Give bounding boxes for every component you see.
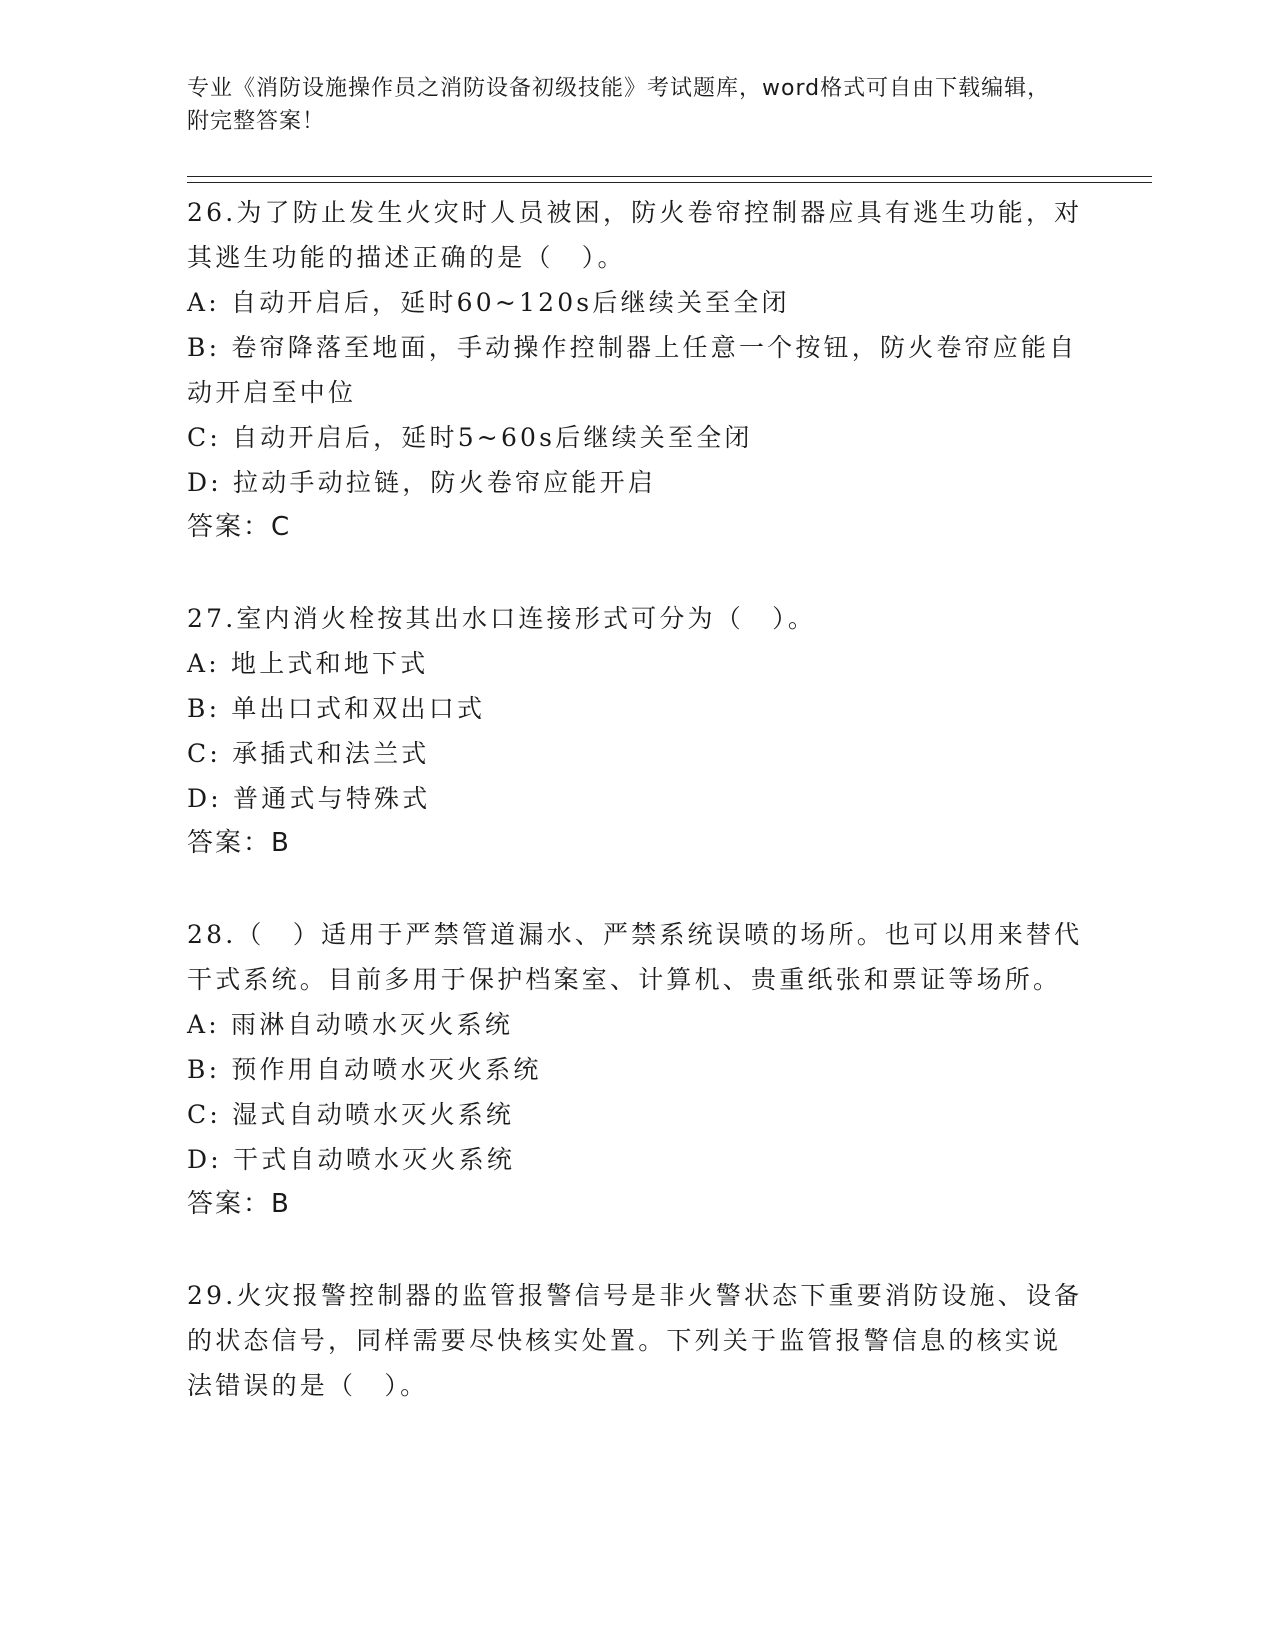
option-b: B: 卷帘降落至地面，手动操作控制器上任意一个按钮，防火卷帘应能自动开启至中位 xyxy=(187,333,1078,407)
option-a: A: 雨淋自动喷水灭火系统 xyxy=(187,1010,514,1039)
header-divider-bottom xyxy=(187,182,1152,183)
answer-line: 答案：B xyxy=(187,1189,291,1219)
question-28 xyxy=(187,912,1087,1227)
question-list xyxy=(187,190,1087,1408)
question-stem: 26.为了防止发生火灾时人员被困，防火卷帘控制器应具有逃生功能，对其逃生功能的描述正确的是（ ）。 xyxy=(187,198,1083,272)
spacer xyxy=(187,1227,1087,1273)
question-stem: 28.（ ）适用于严禁管道漏水、严禁系统误喷的场所。也可以用来替代干式系统。目前多用于保护档案室、计算机、贵重纸张和票证等场所。 xyxy=(187,920,1083,994)
option-a: A: 自动开启后，延时60~120s后继续关至全闭 xyxy=(187,288,790,317)
answer-line: 答案：B xyxy=(187,828,291,858)
question-26 xyxy=(187,190,1087,550)
option-d: D: 普通式与特殊式 xyxy=(187,784,431,813)
option-c: C: 承插式和法兰式 xyxy=(187,739,430,768)
spacer xyxy=(187,866,1087,912)
option-c: C: 自动开启后，延时5~60s后继续关至全闭 xyxy=(187,423,753,452)
answer-line: 答案：C xyxy=(187,512,292,542)
option-a: A: 地上式和地下式 xyxy=(187,649,429,678)
question-stem: 29.火灾报警控制器的监管报警信号是非火警状态下重要消防设施、设备的状态信号，同样需要尽快核实处置。下列关于监管报警信息的核实说法错误的是（ ）。 xyxy=(187,1281,1083,1400)
question-stem: 27.室内消火栓按其出水口连接形式可分为（ ）。 xyxy=(187,604,817,633)
question-27 xyxy=(187,596,1087,866)
option-b: B: 单出口式和双出口式 xyxy=(187,694,486,723)
option-d: D: 拉动手动拉链，防火卷帘应能开启 xyxy=(187,468,657,497)
document-header: 专业《消防设施操作员之消防设备初级技能》考试题库，word格式可自由下载编辑，附完整答案！ xyxy=(187,76,1051,134)
header-divider-top xyxy=(187,176,1152,177)
option-d: D: 干式自动喷水灭火系统 xyxy=(187,1145,516,1174)
option-b: B: 预作用自动喷水灭火系统 xyxy=(187,1055,542,1084)
spacer xyxy=(187,550,1087,596)
option-c: C: 湿式自动喷水灭火系统 xyxy=(187,1100,515,1129)
question-29 xyxy=(187,1273,1087,1408)
